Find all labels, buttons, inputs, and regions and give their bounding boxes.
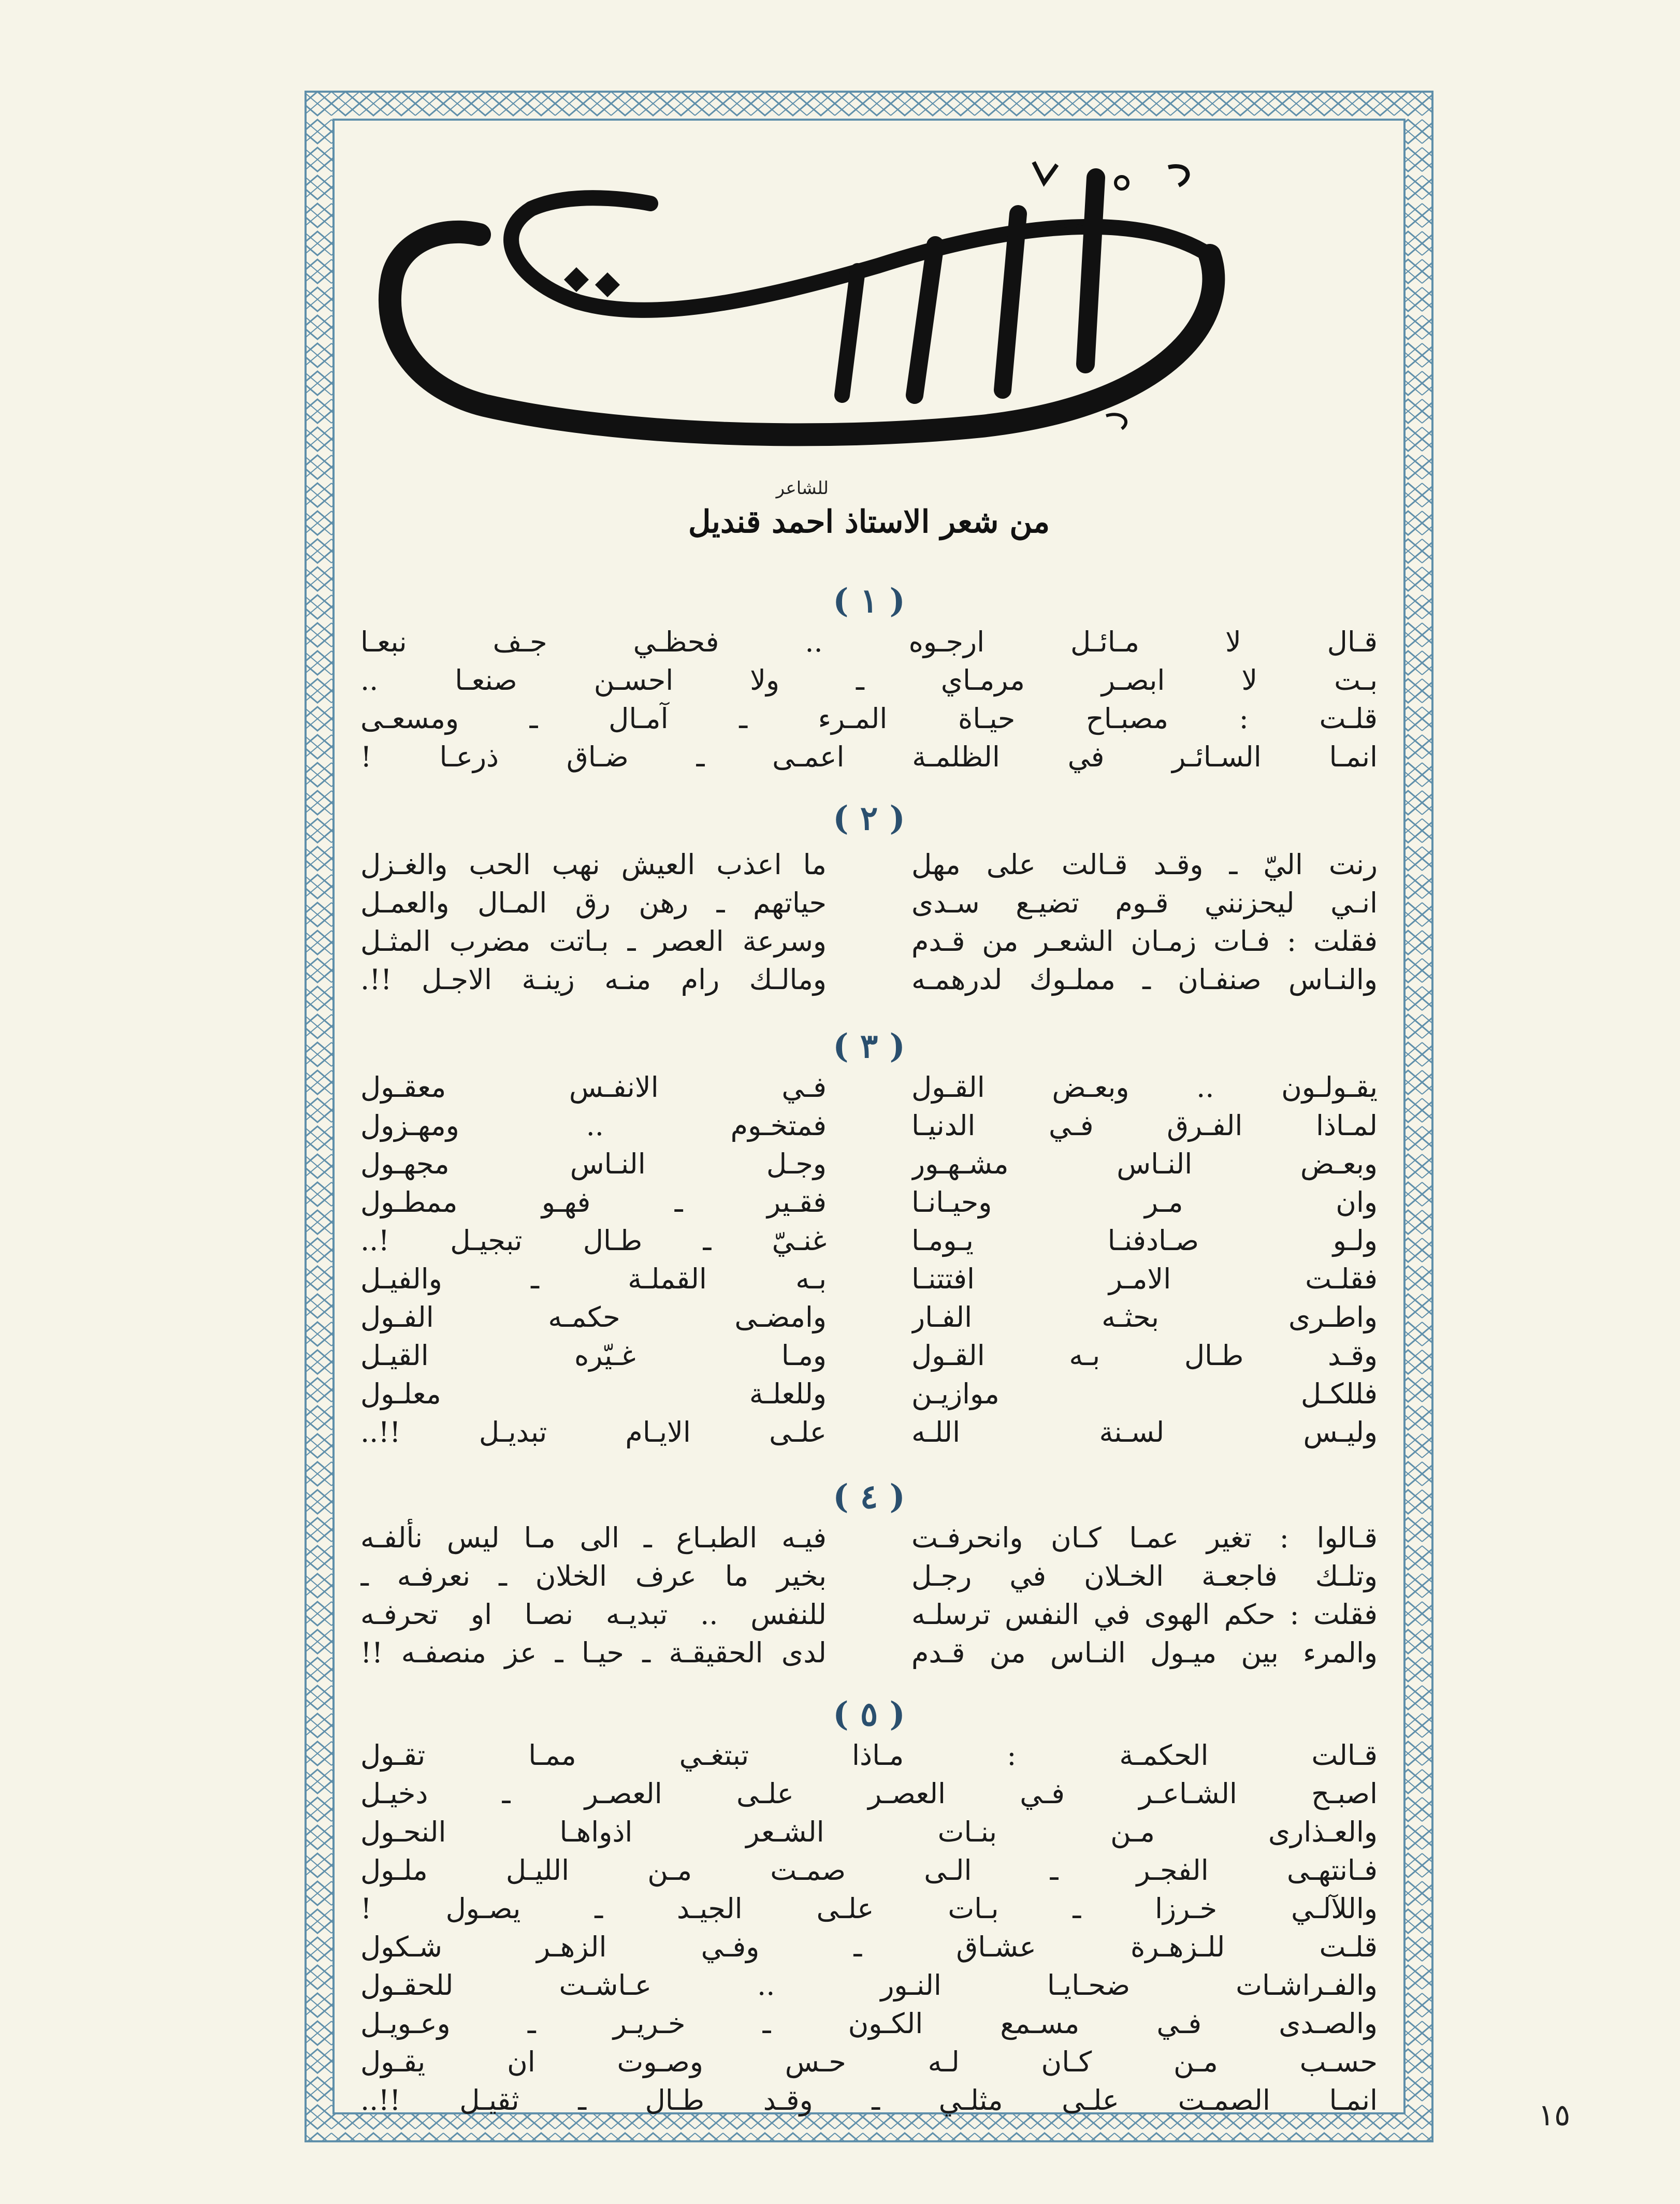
verse-line: بـه القملـة ـ والفيـل	[360, 1263, 827, 1295]
verse-line: فقلـت الامـر افتتنـا	[911, 1263, 1378, 1295]
verse-line: اصبـح الشـاعـر فـي العصـر علـى العصـر ـ دخيـل	[360, 1777, 1378, 1810]
page-number: ١٥	[1538, 2097, 1571, 2133]
verse-line: للنفس .. تبديـه نصـا او تحرفـه	[360, 1598, 827, 1631]
section-number: ( ٢ )	[833, 799, 905, 838]
verse-line: غنـيّ ـ طـال تبجيـل !..	[360, 1224, 827, 1257]
section-number: ( ١ )	[833, 582, 905, 620]
verse-line: والمرء بين ميـول النـاس من قـدم	[911, 1636, 1378, 1669]
verse-line: بخير ما عرف الخلان ـ نعرفـه ـ	[360, 1560, 827, 1592]
verse-line: قـالت الحكمـة : مـاذا تبتغـي ممـا تقـول	[360, 1739, 1378, 1772]
verse-line: انمـا الصمـت علـى مثلـي ـ وقـد طـال ـ ثقيـل !!..	[360, 2084, 1378, 2116]
section-number: ( ٤ )	[833, 1477, 905, 1516]
section-number: ( ٣ )	[833, 1027, 905, 1066]
verse-line: وجـل النـاس مجهـول	[360, 1148, 827, 1180]
verse-line: وللعلـة معلـول	[360, 1378, 827, 1410]
verse-line: فـانتهـى الفجـر ـ الـى صمـت مـن الليـل ملـول	[360, 1854, 1378, 1887]
section-number: ( ٥ )	[833, 1695, 905, 1734]
verse-line: واطـرى بحثـه الفـار	[911, 1301, 1378, 1333]
verse-line: رنت اليّ ـ وقـد قـالت على مهل	[911, 848, 1378, 881]
verse-line: قـالوا : تغير عمـا كـان وانحرفـت	[911, 1521, 1378, 1554]
verse-line: وتلـك فاجعـة الخـلان في رجـل	[911, 1560, 1378, 1592]
verse-line: انمـا السـائـر في الظلمـة اعمـى ـ ضـاق ذرعـا !	[360, 741, 1378, 773]
verse-line: قلـت للـزهـرة عشـاق ـ وفـي الزهـر شـكول	[360, 1931, 1378, 1963]
page-frame	[303, 90, 1435, 2143]
verse-line: والفـراشـات ضحـايـا النـور .. عـاشـت للحقـول	[360, 1969, 1378, 2002]
verse-line: علـى الايـام تبديـل !!..	[360, 1416, 827, 1448]
verse-line: لمـاذا الفـرق فـي الدنيـا	[911, 1109, 1378, 1142]
verse-line: لدى الحقيقـة ـ حيـا ـ عز منصفـه !!	[360, 1636, 827, 1669]
verse-line: انـي ليحزنني قـوم تضيـع سـدى	[911, 887, 1378, 919]
poem-section-5	[360, 1736, 1378, 2120]
poem-section-1	[360, 623, 1378, 776]
verse-line: بـت لا ابصـر مرمـاي ـ ولا احسـن صنعـا ..	[360, 664, 1378, 697]
verse-line: وان مـر وحيـانـا	[911, 1186, 1378, 1219]
verse-line: وقـد طـال بـه القـول	[911, 1339, 1378, 1372]
verse-line: ومـا غـيّره القيـل	[360, 1339, 827, 1372]
verse-line: فقـير ـ فهـو ممطـول	[360, 1186, 827, 1219]
verse-line: فيـه الطبـاع ـ الى مـا ليس نألفـه	[360, 1521, 827, 1554]
verse-line: فللكـل موازيـن	[911, 1378, 1378, 1410]
verse-column-left	[360, 1519, 827, 1672]
verse-line: والنـاس صنفـان ـ مملـوك لدرهمـه	[911, 963, 1378, 996]
page-content	[360, 147, 1378, 2116]
verse-line: وليـس لسـنة اللـه	[911, 1416, 1378, 1448]
verse-line: يقـولـون .. وبعـض القـول	[911, 1071, 1378, 1104]
verse-line: ولـو صـادفنـا يـومـا	[911, 1224, 1378, 1257]
verse-line: ما اعذب العيش نهب الحب والغـزل	[360, 848, 827, 881]
verse-line: فـي الانفـس معقـول	[360, 1071, 827, 1104]
verse-line: فمتخـوم .. ومهـزول	[360, 1109, 827, 1142]
verse-line: حسـب مـن كـان لـه حـس وصـوت ان يقـول	[360, 2046, 1378, 2078]
verse-line: وبعـض النـاس مشـهـور	[911, 1148, 1378, 1180]
verse-line: وسرعة العصر ـ بـاتت مضرب المثـل	[360, 925, 827, 958]
verse-line: ومالـك رام منـه زينـة الاجـل !!.	[360, 963, 827, 996]
calligraphic-title	[360, 147, 1378, 478]
verse-column-right	[911, 1068, 1378, 1452]
verse-line: فقلت : فـات زمـان الشعـر من قـدم	[911, 925, 1378, 958]
verse-line: فقلت : حكم الهوى في النفس ترسلـه	[911, 1598, 1378, 1631]
author-mark: للشاعر	[776, 478, 829, 499]
verse-column-right	[911, 846, 1378, 999]
verse-line: قـال لا مـائـل ارجـوه .. فحظـي جـف نبعـا	[360, 626, 1378, 658]
verse-column-left	[360, 846, 827, 999]
verse-line: والصـدى فـي مسـمع الكـون ـ خـريـر ـ وعـويـل	[360, 2007, 1378, 2040]
title-text	[360, 224, 1378, 381]
verse-line: وامضـى حكمـه الفـول	[360, 1301, 827, 1333]
verse-line: والعـذارى مـن بنـات الشـعر اذواهـا النحـول	[360, 1816, 1378, 1848]
verse-column-right	[911, 1519, 1378, 1672]
verse-line: واللآلـي خـرزا ـ بـات علـى الجيـد ـ يصـول !	[360, 1892, 1378, 1925]
verse-column-left	[360, 1068, 827, 1452]
verse-line: حياتهم ـ رهن رق المـال والعمـل	[360, 887, 827, 919]
verse-line: قلـت : مصبـاح حيـاة المـرء ـ آمـال ـ ومسعـى	[360, 702, 1378, 735]
byline: من شعر الاستاذ احمد قنديل	[688, 504, 1050, 540]
